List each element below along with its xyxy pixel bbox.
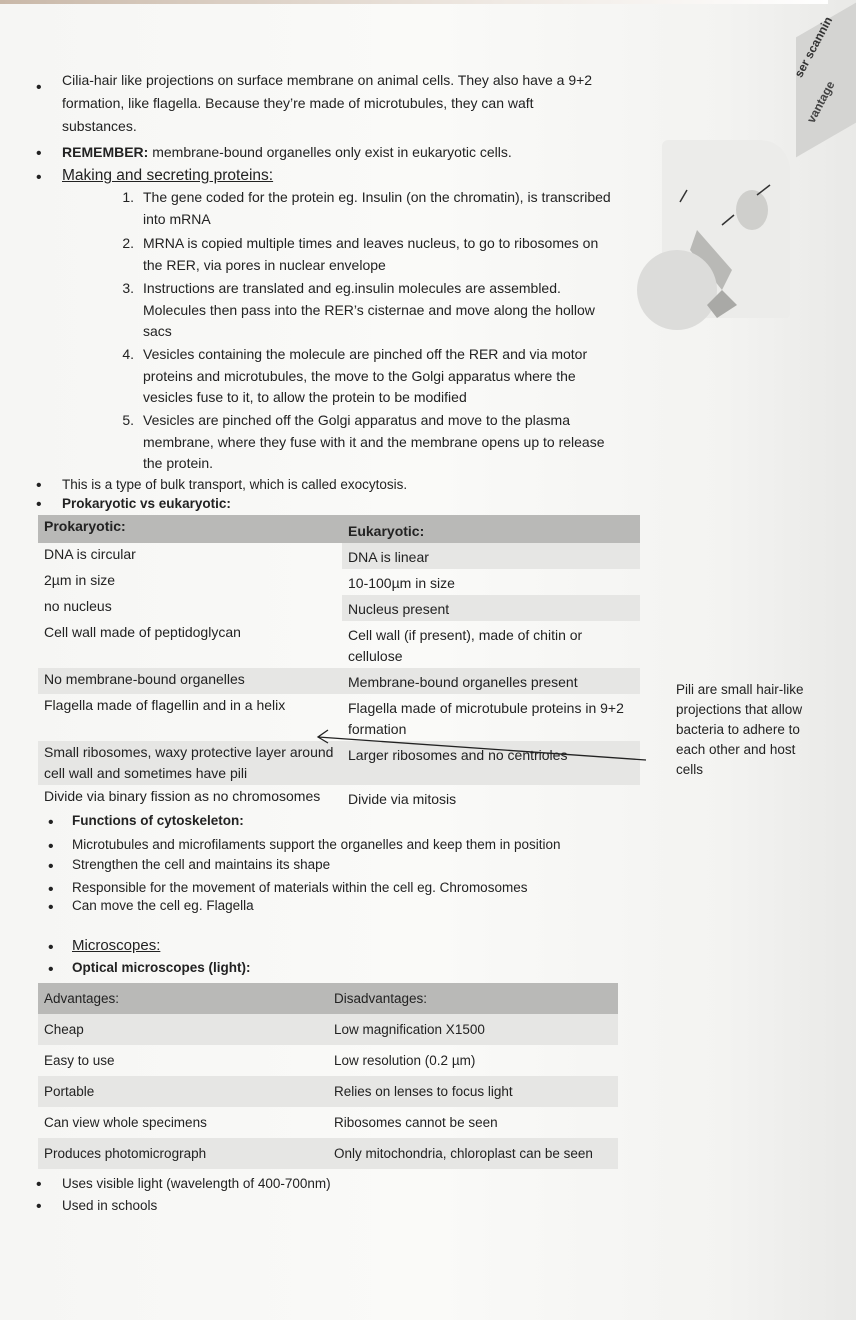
bullet: • xyxy=(48,939,54,956)
remember-text: membrane-bound organelles only exist in eukaryotic cells. xyxy=(148,144,512,160)
table-row xyxy=(38,668,640,694)
table-row xyxy=(38,1045,618,1076)
pili-arrow xyxy=(310,725,650,765)
cytoskeleton-heading: Functions of cytoskeleton: xyxy=(72,813,244,828)
table-header-row xyxy=(38,983,618,1014)
table-cell: Ribosomes cannot be seen xyxy=(334,1115,498,1130)
table-cell: Cell wall (if present), made of chitin or cellulose xyxy=(348,627,583,664)
bullet: • xyxy=(36,1198,42,1215)
final-bullet: Used in schools xyxy=(62,1198,158,1213)
table-cell: No membrane-bound organelles xyxy=(38,668,342,694)
step-line: Vesicles are pinched off the Golgi apparatus and move to the plasma xyxy=(143,412,571,428)
table-row xyxy=(38,1014,618,1045)
table-cell: Membrane-bound organelles present xyxy=(342,668,640,694)
cytoskeleton-item: Can move the cell eg. Flagella xyxy=(72,898,254,913)
table-cell: Cell wall made of peptidoglycan xyxy=(44,624,241,640)
step-line: The gene coded for the protein eg. Insulin (on the chromatin), is transcribed xyxy=(143,189,611,205)
next-page-corner xyxy=(790,0,850,150)
table-cell: Easy to use xyxy=(44,1053,115,1068)
header-cell: Eukaryotic: xyxy=(348,523,425,539)
cell-diagram-image xyxy=(662,140,790,318)
next-page-text-1: ser scannin xyxy=(791,14,836,80)
page-edge xyxy=(0,0,828,4)
header-cell: Prokaryotic: xyxy=(44,518,126,534)
cilia-line: Cilia-hair like projections on surface membrane on animal cells. They also have a 9+2 xyxy=(62,72,593,88)
table-row xyxy=(38,1076,618,1107)
table-row xyxy=(38,595,640,621)
header-cell: Disadvantages: xyxy=(334,991,428,1006)
cytoskeleton-item: Microtubules and microfilaments support the organelles and keep them in position xyxy=(72,837,561,852)
bulk-transport-note: This is a type of bulk transport, which is called exocytosis. xyxy=(62,477,408,492)
table-cell: Low magnification X1500 xyxy=(334,1022,485,1037)
bullet: • xyxy=(48,858,54,875)
table-cell: Produces photomicrograph xyxy=(44,1146,207,1161)
compare-heading: Prokaryotic vs eukaryotic: xyxy=(62,496,231,511)
step-number: 3. xyxy=(122,280,134,296)
table-row xyxy=(38,621,640,668)
table-cell: Flagella made of flagellin and in a helix xyxy=(44,697,286,713)
bullet: • xyxy=(48,814,54,831)
bullet: • xyxy=(36,477,42,494)
step-line: proteins and microtubules, the move to the Golgi apparatus where the xyxy=(143,367,576,384)
cilia-line: substances. xyxy=(62,118,137,134)
cytoskeleton-item: Strengthen the cell and maintains its shape xyxy=(72,857,331,872)
bullet: • xyxy=(48,838,54,855)
pili-note: Pili are small hair-like projections that allow bacteria to adhere to each other and host cells xyxy=(676,682,804,777)
step-number: 4. xyxy=(122,346,134,362)
step-line: membrane, where they fuse with it and the membrane opens up to release xyxy=(143,433,605,450)
table-cell: Can view whole specimens xyxy=(44,1115,207,1130)
cell-diagram xyxy=(662,140,790,318)
table-cell: DNA is circular xyxy=(44,546,136,562)
step-line: Instructions are translated and eg.insulin molecules are assembled. xyxy=(143,280,561,296)
bullet: • xyxy=(48,881,54,898)
bullet: • xyxy=(48,961,54,978)
step-line: Molecules then pass into the RER’s cisternae and move along the hollow xyxy=(143,301,595,318)
remember-note xyxy=(62,142,512,162)
microscopes-heading: Microscopes: xyxy=(72,937,161,954)
table-cell: 2µm in size xyxy=(44,572,116,588)
remember-label: REMEMBER: xyxy=(62,144,149,160)
table-cell: DNA is linear xyxy=(342,543,640,569)
table-cell: no nucleus xyxy=(44,598,112,614)
next-page-text-2: vantage xyxy=(803,78,838,126)
making-proteins-heading: Making and secreting proteins: xyxy=(62,167,274,184)
bullet: • xyxy=(48,899,54,916)
table-cell: Cheap xyxy=(44,1022,84,1037)
table-header-row xyxy=(38,515,640,543)
table-cell: Relies on lenses to focus light xyxy=(334,1084,513,1099)
optical-heading: Optical microscopes (light): xyxy=(72,960,251,975)
table-row xyxy=(38,543,640,569)
prokaryotic-eukaryotic-table xyxy=(38,515,640,811)
bullet: • xyxy=(36,145,42,162)
table-cell: Larger ribosomes and no centrioles xyxy=(342,741,640,785)
step-line: sacs xyxy=(143,323,172,339)
table-row xyxy=(38,569,640,595)
step-line: MRNA is copied multiple times and leaves nucleus, to go to ribosomes on xyxy=(143,235,599,251)
table-row xyxy=(38,1107,618,1138)
table-cell: 10-100µm in size xyxy=(348,575,455,591)
cilia-line: formation, like flagella. Because they’re made of microtubules, they can waft xyxy=(62,95,534,111)
table-row xyxy=(38,1138,618,1169)
table-cell: Nucleus present xyxy=(342,595,640,621)
step-line: vesicles fuse to it, to allow the protein to be modified xyxy=(143,389,467,405)
table-cell: Portable xyxy=(44,1084,95,1099)
cytoskeleton-item: Responsible for the movement of materials within the cell eg. Chromosomes xyxy=(72,880,528,895)
step-line: the RER, via pores in nuclear envelope xyxy=(143,256,386,273)
table-cell: Divide via binary fission as no chromosomes xyxy=(44,788,321,804)
bullet: • xyxy=(36,169,42,186)
bullet: • xyxy=(36,1176,42,1193)
step-line: Vesicles containing the molecule are pinched off the RER and via motor xyxy=(143,346,588,362)
step-number: 1. xyxy=(122,189,134,205)
table-cell: Flagella made of microtubule proteins in 9+2 formation xyxy=(348,700,624,737)
step-line: the protein. xyxy=(143,455,214,471)
step-number: 2. xyxy=(122,235,134,251)
table-row xyxy=(38,785,640,811)
final-bullet: Uses visible light (wavelength of 400-700nm) xyxy=(62,1176,331,1191)
table-cell: Only mitochondria, chloroplast can be seen xyxy=(334,1146,593,1161)
table-cell: Low resolution (0.2 µm) xyxy=(334,1053,476,1068)
table-cell: Small ribosomes, waxy protective layer around cell wall and sometimes have pili xyxy=(38,741,342,785)
bullet: • xyxy=(36,496,42,513)
optical-microscope-table xyxy=(38,983,618,1169)
bullet: • xyxy=(36,79,42,96)
step-number: 5. xyxy=(122,412,134,428)
header-cell: Advantages: xyxy=(44,991,120,1006)
step-line: into mRNA xyxy=(143,210,211,227)
table-cell: Divide via mitosis xyxy=(348,791,457,807)
